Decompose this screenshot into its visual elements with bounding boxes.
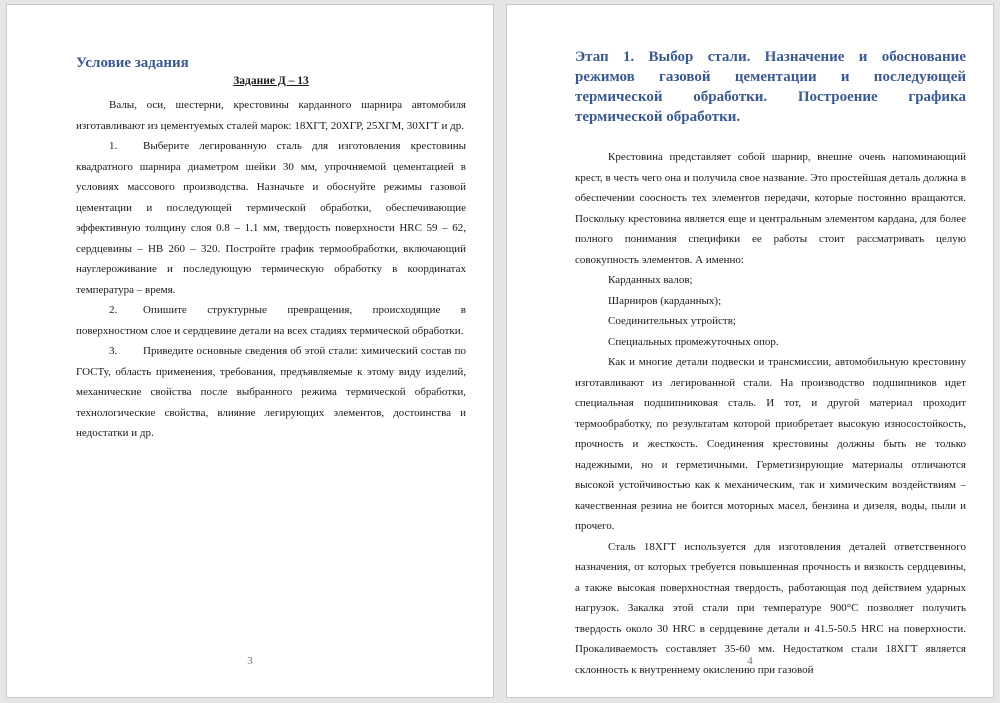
document-page-3: [6, 4, 494, 698]
list-item: Карданных валов;: [608, 274, 693, 286]
item-number: 1.: [109, 140, 118, 152]
document-page-4: [506, 4, 994, 698]
list-item: Шарниров (карданных);: [608, 294, 722, 307]
task-item-1: [76, 136, 466, 300]
task-item-3: [76, 341, 466, 444]
list-item: Соединительных утройств;: [608, 315, 736, 327]
page-number: 3: [247, 655, 253, 667]
item-text: Приведите основные сведения об этой стали: химический состав по ГОСТу, область применения, требования, предъявляемые к этому виду изделий, механические свойства после выбранного режима термической обработки, технологические свойства, влияние легирующих элементов, достоинства и недостатки и др.: [76, 345, 466, 439]
intro-paragraph: Валы, оси, шестерни, крестовины карданного шарнира автомобиля изготавливают из цементуемых сталей марок: 18ХГТ, 20ХГР, 25ХГМ, 30ХГТ и др.: [76, 99, 466, 132]
stage-title: Этап 1. Выбор стали. Назначение и обоснование режимов газовой цементации и последующей термической обработки. Построение графика термической обработки.: [575, 49, 966, 125]
paragraph-2: Как и многие детали подвески и трансмиссии, автомобильную крестовину изготавливают из легированной стали. На производство подшипников идет специальная подшипниковая сталь. И тот, и другой материал проходит термообработку, по результатам которой приобретает высокую износостойкость, прочность и жесткость. Соединения крестовины должны быть не только надежными, но и герметичными. Герметизирующие материалы отличаются высокой устойчивостью как к механическим, так и химическим воздействиям – качественная резина не боится моторных масел, бензина и дизеля, воды, пыли и прочего.: [575, 356, 966, 532]
item-number: 2.: [109, 304, 118, 316]
item-text: Выберите легированную сталь для изготовления крестовины квадратного шарнира диаметром шейки 30 мм, упрочняемой цементацией в условиях массового производства. Назначьте и обоснуйте режимы газовой цементации и последующей термической обработки, обеспечивающие эффективную толщину слоя 0.8 – 1.1 мм, твердость поверхности HRC 59 – 62, сердцевины – НВ 260 – 320. Постройте график термообработки, включающий науглероживание и последующую термическую обработку в координатах температура – время.: [76, 140, 466, 296]
task-subtitle: Задание Д – 13: [233, 75, 309, 87]
item-text: Опишите структурные превращения, происходящие в поверхностном слое и сердцевине детали на всех стадиях термической обработки.: [76, 304, 466, 337]
item-number: 3.: [109, 345, 118, 357]
paragraph-3: Сталь 18ХГТ используется для изготовления деталей ответственного назначения, от которых требуется повышенная прочность и вязкость сердцевины, а также высокая поверхностная твердость, работающая под действием ударных нагрузок. Закалка этой стали при температуре 900°С позволяет получить твердость около 30 HRC в сердцевине детали и 41.5-50.5 HRC на поверхности. Прокаливаемость составляет 35-60 мм. Недостатком стали 18ХГТ является склонность к внутреннему окислению при газовой: [575, 540, 966, 676]
list-item: Специальных промежуточных опор.: [608, 335, 779, 348]
page-number: 4: [747, 655, 753, 667]
paragraph-1: Крестовина представляет собой шарнир, внешне очень напоминающий крест, в честь чего она и получила свое название. Это простейшая деталь должна в обеспечении соосность тех элементов передачи, которые постоянно вращаются. Поскольку крестовина является еще и центральным элементом кардана, для более полного понимания специфики ее работы стоит рассматривать целую совокупность элементов. А именно:: [575, 151, 966, 266]
section-title: Условие задания: [76, 55, 189, 71]
task-item-2: [76, 300, 466, 341]
